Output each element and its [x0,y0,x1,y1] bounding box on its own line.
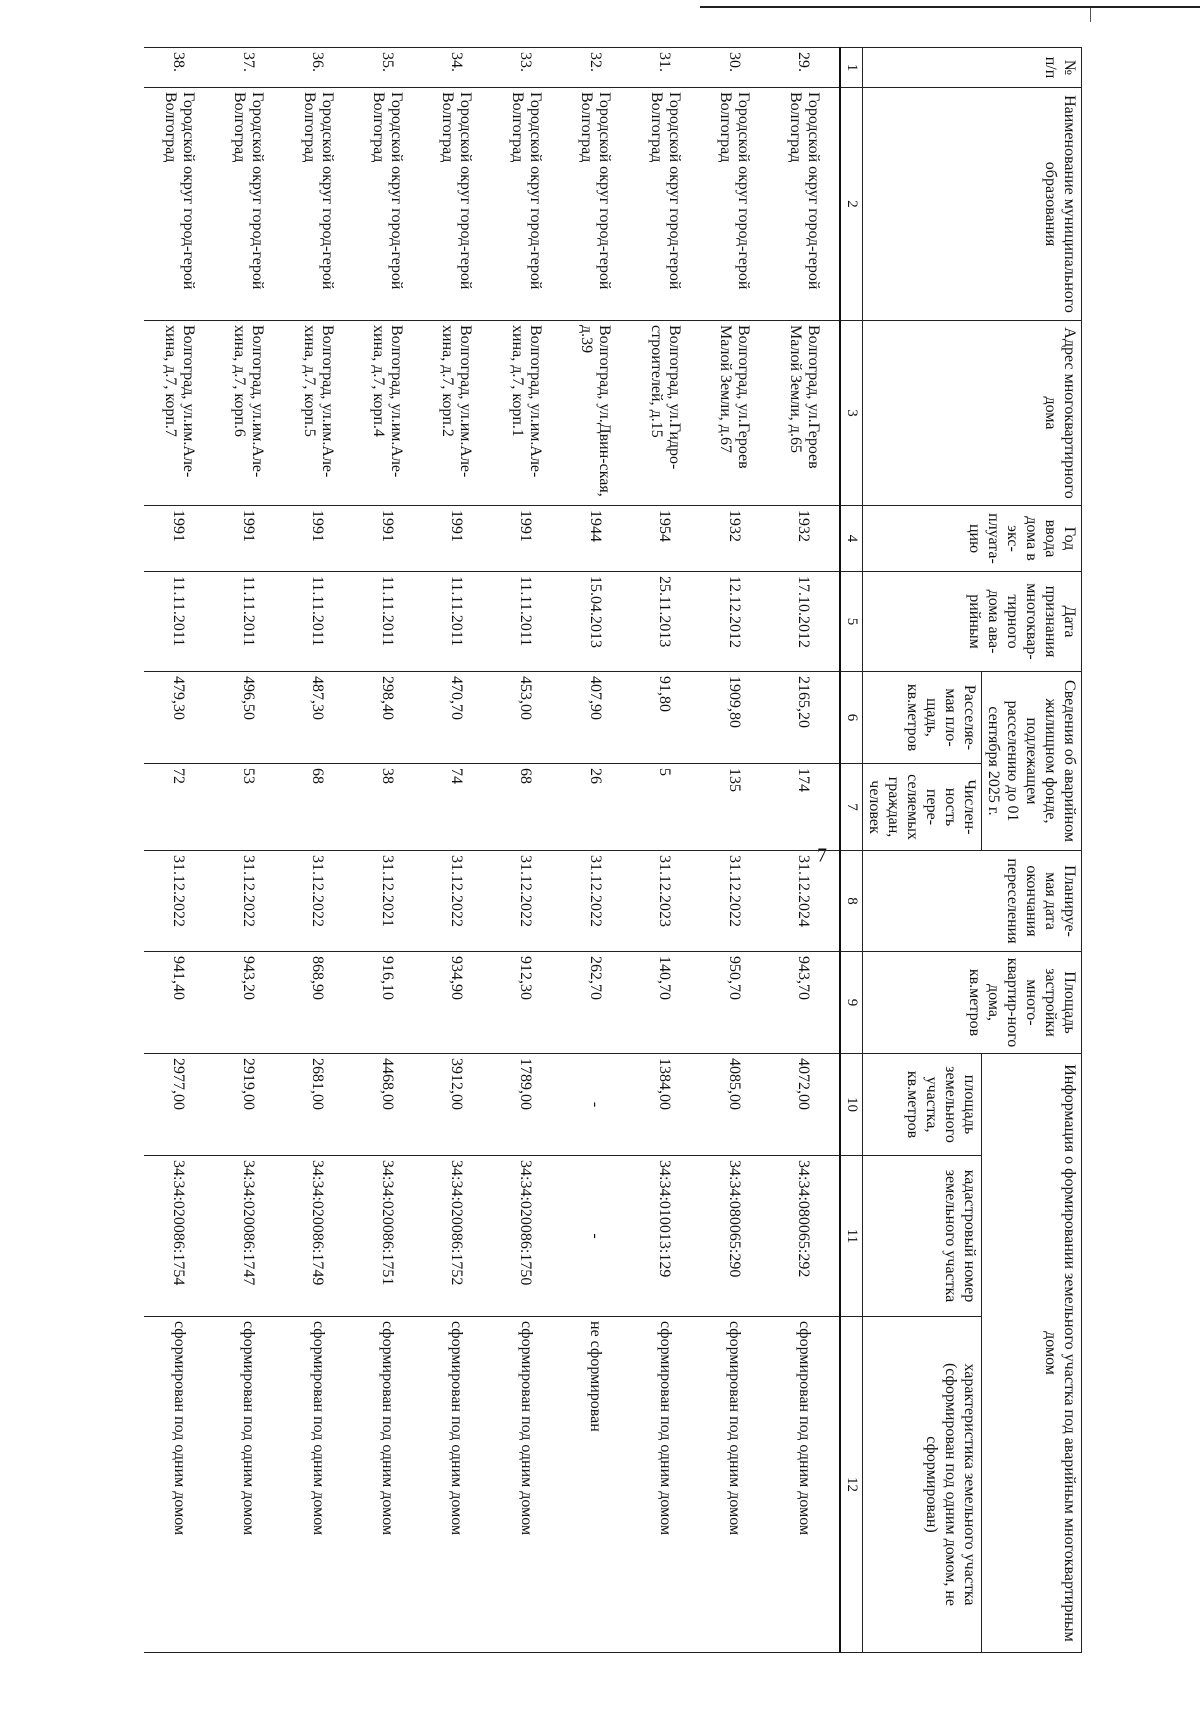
recognition-date: 11.11.2011 [491,572,560,672]
commission-year: 1991 [213,506,282,572]
recognition-date: 12.12.2012 [699,572,768,672]
table-row [630,48,699,1653]
column-number: 4 [840,506,863,572]
row-number: 34. [422,48,491,88]
table-row [422,48,491,1653]
recognition-date: 25.11.2013 [630,572,699,672]
header-land-group: Информация о формировании земельного участка под аварийным многоквартирным домом [982,1054,1082,1653]
municipality-name: Городской округ город-герой Волгоград [144,88,213,321]
house-address: Волгоград, ул.им.Але-хина, д.7, корп.4 [352,321,421,506]
column-number: 11 [840,1156,863,1317]
header-municipality: Наименование муниципального образования [863,88,1082,321]
people-count: 174 [769,764,840,851]
commission-year: 1991 [422,506,491,572]
recognition-date: 11.11.2011 [144,572,213,672]
recognition-date: 17.10.2012 [769,572,840,672]
emergency-housing-table [144,47,1082,1653]
recognition-date: 11.11.2011 [283,572,352,672]
resettle-area: 487,30 [283,672,352,764]
column-number: 5 [840,572,863,672]
recognition-date: 15.04.2013 [561,572,630,672]
planned-date: 31.12.2022 [491,851,560,952]
planned-date: 31.12.2021 [352,851,421,952]
land-area: 1789,00 [491,1054,560,1156]
column-number: 10 [840,1054,863,1156]
land-characteristic: сформирован под одним домом [352,1317,421,1653]
people-count: 72 [144,764,213,851]
header-people: Числен-ность пере-селяемых граждан, человек [863,764,982,851]
building-area: 140,70 [630,952,699,1054]
building-area: 941,40 [144,952,213,1054]
land-area: 2977,00 [144,1054,213,1156]
land-area: 2919,00 [213,1054,282,1156]
house-address: Волгоград, ул.Гидро-строителей, д.15 [630,321,699,506]
column-number: 12 [840,1317,863,1653]
land-area: 2681,00 [283,1054,352,1156]
building-area: 916,10 [352,952,421,1054]
resettle-area: 2165,20 [769,672,840,764]
municipality-name: Городской округ город-герой Волгоград [699,88,768,321]
planned-date: 31.12.2024 [769,851,840,952]
header-planned-date: Планируе-мая дата окончания переселения [863,851,1082,952]
commission-year: 1991 [144,506,213,572]
recognition-date: 11.11.2011 [352,572,421,672]
row-number: 29. [769,48,840,88]
row-number: 35. [352,48,421,88]
table-body [144,48,840,1653]
people-count: 53 [213,764,282,851]
resettle-area: 453,00 [491,672,560,764]
commission-year: 1991 [491,506,560,572]
municipality-name: Городской округ город-герой Волгоград [352,88,421,321]
row-number: 38. [144,48,213,88]
cadastral-number: 34:34:010013:129 [630,1156,699,1317]
municipality-name: Городской округ город-герой Волгоград [561,88,630,321]
land-characteristic: сформирован под одним домом [422,1317,491,1653]
land-area: 1384,00 [630,1054,699,1156]
land-area: 3912,00 [422,1054,491,1156]
header-building-area: Площадь застройки много-квартир-ного дома, кв.метров [863,952,1082,1054]
land-characteristic: сформирован под одним домом [630,1317,699,1653]
row-number: 36. [283,48,352,88]
people-count: 74 [422,764,491,851]
header-emergency-group: Сведения об аварийном жилищном фонде, подлежащем расселению до 01 сентября 2025 г. [982,672,1082,851]
recognition-date: 11.11.2011 [422,572,491,672]
house-address: Волгоград, ул.Героев Малой Земли, д.67 [699,321,768,506]
row-number: 31. [630,48,699,88]
recognition-date: 11.11.2011 [213,572,282,672]
cadastral-number: 34:34:020086:1747 [213,1156,282,1317]
commission-year: 1991 [283,506,352,572]
cadastral-number: - [561,1156,630,1317]
land-characteristic: сформирован под одним домом [699,1317,768,1653]
top-tick [1090,8,1091,22]
header-land-char: характеристика земельного участка (сформирован под одним домом, не сформирован) [863,1317,982,1653]
column-number: 9 [840,952,863,1054]
building-area: 943,70 [769,952,840,1054]
table-row [561,48,630,1653]
land-characteristic: сформирован под одним домом [283,1317,352,1653]
land-area: 4072,00 [769,1054,840,1156]
planned-date: 31.12.2022 [213,851,282,952]
house-address: Волгоград, ул.им.Але-хина, д.7, корп.1 [491,321,560,506]
header-recognition-date: Дата признания многоквар-тирного дома ава-рийным [863,572,1082,672]
building-area: 934,90 [422,952,491,1054]
commission-year: 1944 [561,506,630,572]
building-area: 262,70 [561,952,630,1054]
land-area: 4085,00 [699,1054,768,1156]
planned-date: 31.12.2022 [422,851,491,952]
table-row [769,48,840,1653]
header-cadastral: кадастровый номер земельного участка [863,1156,982,1317]
land-characteristic: не сформирован [561,1317,630,1653]
header-land-area: площадь земельного участка, кв.метров [863,1054,982,1156]
house-address: Волгоград, ул.Героев Малой Земли, д.65 [769,321,840,506]
planned-date: 31.12.2022 [561,851,630,952]
land-characteristic: сформирован под одним домом [491,1317,560,1653]
cadastral-number: 34:34:020086:1754 [144,1156,213,1317]
table-row [491,48,560,1653]
house-address: Волгоград, ул.Двин-ская, д.39 [561,321,630,506]
row-number: 30. [699,48,768,88]
resettle-area: 479,30 [144,672,213,764]
table-row [213,48,282,1653]
planned-date: 31.12.2023 [630,851,699,952]
row-number: 33. [491,48,560,88]
people-count: 68 [283,764,352,851]
top-rule [700,6,1200,8]
header-resettle-area: Расселяе-мая пло-щадь, кв.метров [863,672,982,764]
people-count: 38 [352,764,421,851]
municipality-name: Городской округ город-герой Волгоград [213,88,282,321]
commission-year: 1932 [699,506,768,572]
land-area: - [561,1054,630,1156]
municipality-name: Городской округ город-герой Волгоград [422,88,491,321]
cadastral-number: 34:34:080065:292 [769,1156,840,1317]
column-number: 8 [840,851,863,952]
commission-year: 1991 [352,506,421,572]
resettle-area: 470,70 [422,672,491,764]
land-area: 4468,00 [352,1054,421,1156]
cadastral-number: 34:34:020086:1749 [283,1156,352,1317]
table-row [699,48,768,1653]
column-numbers-row [840,48,863,1653]
row-number: 37. [213,48,282,88]
page-number: 7 [817,844,827,867]
column-number: 6 [840,672,863,764]
people-count: 26 [561,764,630,851]
cadastral-number: 34:34:020086:1750 [491,1156,560,1317]
municipality-name: Городской округ город-герой Волгоград [769,88,840,321]
building-area: 912,30 [491,952,560,1054]
planned-date: 31.12.2022 [699,851,768,952]
land-characteristic: сформирован под одним домом [769,1317,840,1653]
column-number: 3 [840,321,863,506]
land-characteristic: сформирован под одним домом [144,1317,213,1653]
column-number: 1 [840,48,863,88]
header-no: № п/п [863,48,1082,88]
house-address: Волгоград, ул.им.Але-хина, д.7, корп.5 [283,321,352,506]
land-characteristic: сформирован под одним домом [213,1317,282,1653]
commission-year: 1932 [769,506,840,572]
row-number: 32. [561,48,630,88]
header-address: Адрес многоквартирного дома [863,321,1082,506]
building-area: 943,20 [213,952,282,1054]
municipality-name: Городской округ город-герой Волгоград [630,88,699,321]
table-row [144,48,213,1653]
column-number: 7 [840,764,863,851]
house-address: Волгоград, ул.им.Але-хина, д.7, корп.7 [144,321,213,506]
people-count: 135 [699,764,768,851]
people-count: 68 [491,764,560,851]
resettle-area: 1909,80 [699,672,768,764]
municipality-name: Городской округ город-герой Волгоград [283,88,352,321]
cadastral-number: 34:34:020086:1752 [422,1156,491,1317]
people-count: 5 [630,764,699,851]
column-number: 2 [840,88,863,321]
resettle-area: 91,80 [630,672,699,764]
planned-date: 31.12.2022 [283,851,352,952]
header-year: Год ввода дома в экс-плуата-цию [863,506,1082,572]
resettle-area: 298,40 [352,672,421,764]
house-address: Волгоград, ул.им.Але-хина, д.7, корп.2 [422,321,491,506]
municipality-name: Городской округ город-герой Волгоград [491,88,560,321]
resettle-area: 407,90 [561,672,630,764]
commission-year: 1954 [630,506,699,572]
cadastral-number: 34:34:020086:1751 [352,1156,421,1317]
house-address: Волгоград, ул.им.Але-хина, д.7, корп.6 [213,321,282,506]
table-row [352,48,421,1653]
rotated-table-wrapper [144,47,1082,1652]
building-area: 868,90 [283,952,352,1054]
building-area: 950,70 [699,952,768,1054]
resettle-area: 496,50 [213,672,282,764]
cadastral-number: 34:34:080065:290 [699,1156,768,1317]
table-row [283,48,352,1653]
planned-date: 31.12.2022 [144,851,213,952]
